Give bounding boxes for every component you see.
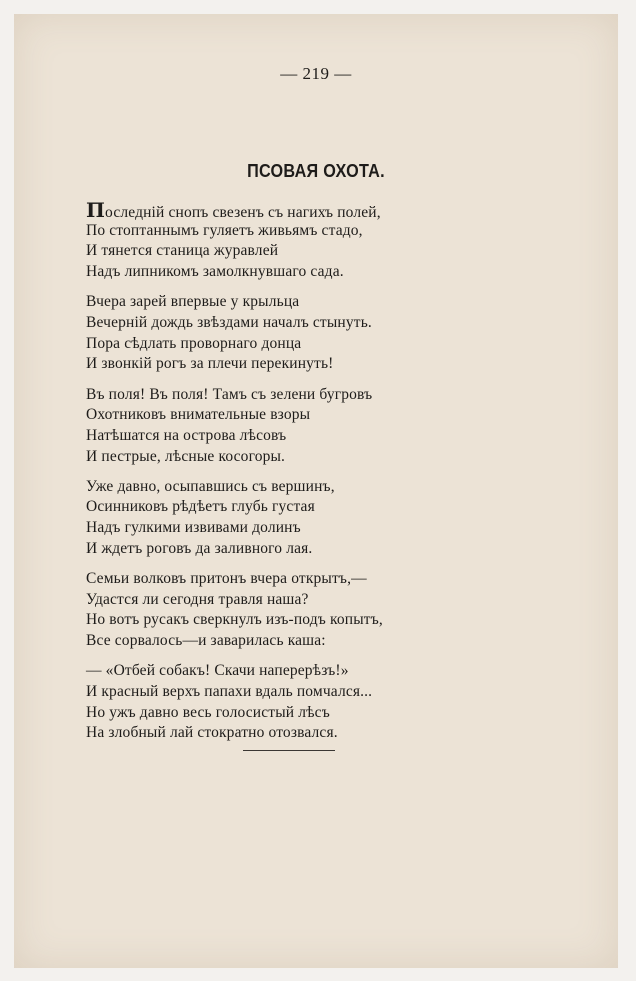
poem-title: ПСОВАЯ ОХОТА. (247, 161, 385, 181)
stanza (86, 661, 556, 744)
poem-line: И звонкій рогъ за плечи перекинуть! (86, 355, 334, 373)
section-divider (243, 750, 335, 751)
stanza (86, 477, 556, 560)
poem-line: Но ужъ давно весь голосистый лѣсъ (86, 703, 330, 721)
poem-line: И ждетъ роговъ да заливного лая. (86, 539, 313, 557)
stanza (86, 385, 556, 468)
stanza (86, 292, 556, 375)
stanza (86, 200, 556, 283)
poem-line: И тянется станица журавлей (86, 242, 279, 260)
drop-cap: П (86, 198, 106, 222)
poem-line: Вчера зарей впервые у крыльца (86, 293, 300, 311)
poem-line: Охотниковъ внимательные взоры (86, 406, 311, 424)
poem-line: Все сорвалось—и заварилась каша: (86, 632, 326, 650)
poem-line: Но вотъ русакъ сверкнулъ изъ-подъ копытъ, (86, 611, 383, 629)
poem-line: Надъ липникомъ замолкнувшаго сада. (86, 263, 344, 281)
poem-line: Семьи волковъ притонъ вчера открытъ,— (86, 570, 367, 587)
poem-line: Надъ гулкими извивами долинъ (86, 519, 301, 537)
poem-line: Пора сѣдлать проворнаго донца (86, 334, 302, 352)
poem-line: Уже давно, осыпавшись съ вершинъ, (86, 477, 335, 495)
poem-line: — «Отбей собакъ! Скачи наперерѣзъ!» (86, 662, 349, 680)
poem-line: И пестрые, лѣсные косогоры. (86, 447, 286, 465)
poem-line: Натѣшатся на острова лѣсовъ (86, 426, 287, 444)
poem-line-text: оследній снопъ свезенъ съ нагихъ полей, (105, 204, 381, 221)
poem-line: Въ поля! Въ поля! Тамъ съ зелени бугровъ (86, 385, 373, 403)
poem-line: На злобный лай стократно отозвался. (86, 724, 338, 742)
page-number: — 219 — (280, 64, 352, 83)
poem-line (86, 200, 556, 221)
stanza (86, 569, 556, 652)
poem-line: Осинниковъ рѣдѣетъ глубь густая (86, 498, 315, 516)
book-page (14, 14, 618, 968)
poem-line: И красный верхъ папахи вдаль помчался... (86, 682, 373, 700)
poem-line: Вечерній дождь звѣздами началъ стынуть. (86, 313, 372, 331)
poem-line: По стоптаннымъ гуляетъ живьямъ стадо, (86, 221, 363, 239)
poem-line: Удастся ли сегодня травля наша? (86, 590, 309, 608)
poem-body (86, 200, 556, 754)
